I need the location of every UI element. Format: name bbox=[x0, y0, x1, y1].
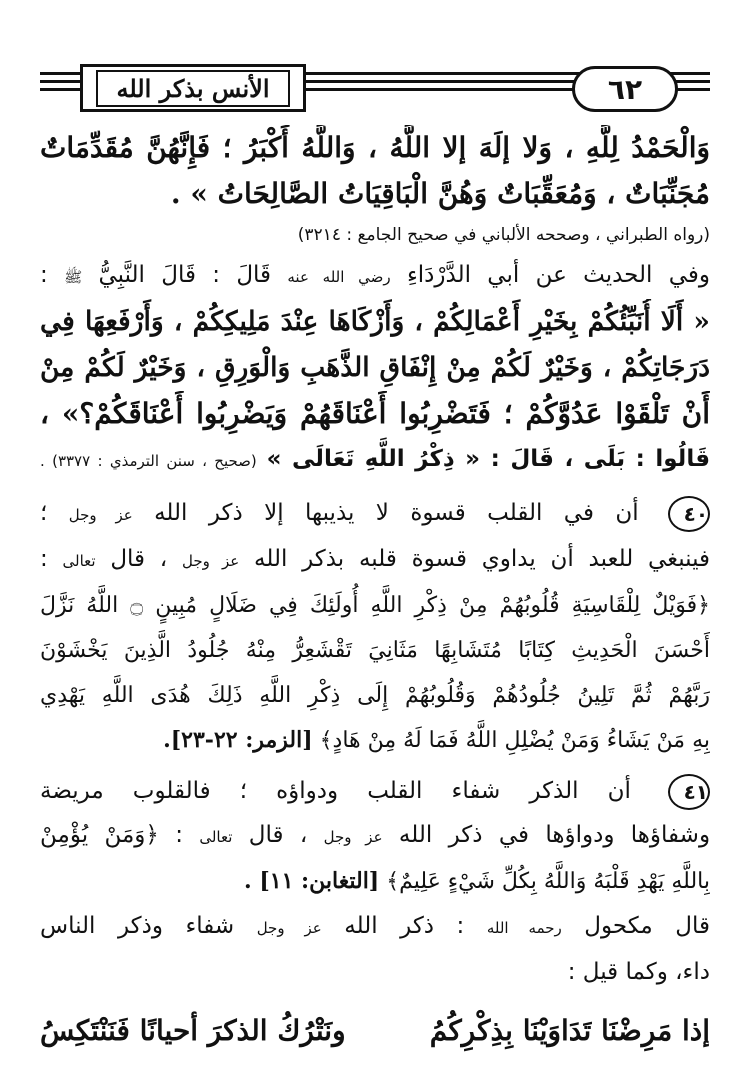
text-line: ٤٠ أن في القلب قسوة لا يذيبها إلا ذكر الله عز وجل ؛ bbox=[40, 491, 710, 537]
text-segment: فينبغي للعبد أن يداوي قسوة قلبه بذكر الله bbox=[254, 546, 710, 572]
chapter-title-frame bbox=[80, 64, 306, 112]
quran-line bbox=[40, 718, 710, 763]
page-header bbox=[40, 60, 710, 112]
quran-reference: [الزمر: ٢٢-٢٣]. bbox=[163, 727, 313, 753]
text-line: فينبغي للعبد أن يداوي قسوة قلبه بذكر الله عز وجل ، قال تعالى : bbox=[40, 546, 710, 572]
poem-hemistich-left: ونَتْرُكُ الذكرَ أحيانًا فَنَنْتَكِسُ bbox=[40, 1014, 346, 1047]
quran-reference: [التغابن: ١١] . bbox=[244, 868, 380, 894]
honorific-azza: عز وجل bbox=[256, 919, 322, 937]
hadith-line: « أَلَا أُنَبِّئُكُمْ بِخَيْرِ أَعْمَالِكُمْ ، وَأَزْكَاهَا عِنْدَ مَلِيكِكُمْ ، وَأَرْفَعِهَا فِي bbox=[40, 306, 710, 337]
chapter-title: الأنس بذكر الله bbox=[96, 70, 289, 107]
text-segment: قَالَ : قَالَ النَّبِيُّ bbox=[98, 262, 272, 288]
text-segment: وفي الحديث عن أبي الدَّرْدَاءِ bbox=[406, 262, 710, 288]
poem-verse bbox=[40, 1006, 710, 1056]
text-line: وَالْحَمْدُ لِلَّهِ ، وَلا إلَهَ إلا اللَّهُ ، وَاللَّهُ أَكْبَرُ ؛ فَإِنَّهُنَّ مُقَدِّمَاتٌ bbox=[40, 131, 710, 164]
text-segment: أن الذكر شفاء القلب ودواؤه ؛ فالقلوب مريضة bbox=[40, 778, 631, 804]
honorific-salla: ﷺ bbox=[64, 268, 83, 286]
quran-line bbox=[40, 859, 710, 904]
text-line: وفي الحديث عن أبي الدَّرْدَاءِ رضي الله عنه قَالَ : قَالَ النَّبِيُّ ﷺ : bbox=[40, 262, 710, 288]
hadith-line: دَرَجَاتِكُمْ ، وَخَيْرٌ لَكُمْ مِنْ إِنْفَاقِ الذَّهَبِ وَالْوَرِقِ ، وَخَيْرٌ لَكُمْ مِنْ bbox=[40, 352, 710, 383]
honorific-azza: عز وجل bbox=[68, 506, 133, 524]
hadith-citation: (رواه الطبراني ، وصححه الألباني في صحيح الجامع : ٣٢١٤) bbox=[297, 225, 710, 245]
point-number-badge: ٤٠ bbox=[668, 496, 710, 532]
text-line: داء، وكما قيل : bbox=[567, 959, 710, 985]
text-segment: قَالُوا : بَلَى ، قَالَ : « ذِكْرُ اللَّهِ تَعَالَى » bbox=[266, 446, 710, 472]
honorific-taala: تعالى bbox=[62, 552, 96, 570]
quran-line: أَحْسَنَ الْحَدِيثِ كِتَابًا مُتَشَابِهًا مَثَانِيَ تَقْشَعِرُّ مِنْهُ جُلُودُ الَّذِينَ يَخْشَوْنَ bbox=[40, 638, 710, 663]
text-segment: بِهِ مَنْ يَشَاءُ وَمَنْ يُضْلِلِ اللَّهُ فَمَا لَهُ مِنْ هَادٍ﴾ bbox=[319, 728, 710, 753]
text-segment: قال مكحول bbox=[584, 913, 710, 939]
hadith-line: أَنْ تَلْقَوْا عَدُوَّكُمْ ؛ فَتَضْرِبُوا أَعْنَاقَهُمْ وَيَضْرِبُوا أَعْنَاقَكُمْ؟» ، bbox=[40, 397, 710, 430]
page-body bbox=[40, 125, 710, 1056]
text-segment: ، قال bbox=[110, 546, 168, 572]
hadith-citation: (صحيح ، سنن الترمذي : ٣٣٧٧) . bbox=[40, 452, 257, 470]
text-segment: وشفاؤها ودواؤها في ذكر الله bbox=[398, 822, 710, 848]
text-line: مُجَنِّبَاتٌ ، وَمُعَقِّبَاتٌ وَهُنَّ الْبَاقِيَاتُ الصَّالِحَاتُ » . bbox=[170, 177, 710, 210]
honorific-azza: عز وجل bbox=[181, 552, 240, 570]
point-number-badge: ٤١ bbox=[668, 774, 710, 810]
text-segment: بِاللَّهِ يَهْدِ قَلْبَهُ وَاللَّهُ بِكُلِّ شَيْءٍ عَلِيمٌ﴾ bbox=[386, 869, 710, 894]
honorific-azza: عز وجل bbox=[323, 828, 383, 846]
text-line bbox=[40, 813, 710, 859]
text-line bbox=[40, 437, 710, 483]
honorific-taala: تعالى bbox=[199, 828, 233, 846]
text-segment: : ﴿وَمَنْ يُؤْمِنْ bbox=[40, 822, 183, 848]
text-segment: أن في القلب قسوة لا يذيبها إلا ذكر الله bbox=[154, 500, 639, 526]
poem-hemistich-right: إذا مَرِضْنَا تَدَاوَيْنَا بِذِكْرِكُمُ bbox=[429, 1014, 710, 1047]
page-number: ٦٢ bbox=[572, 66, 678, 112]
text-segment: ، قال bbox=[248, 822, 308, 848]
text-line bbox=[40, 904, 710, 950]
text-segment: : ذكر الله bbox=[344, 913, 465, 939]
honorific-radiallahu: رضي الله عنه bbox=[287, 268, 391, 286]
honorific-rahimahullah: رحمه الله bbox=[486, 919, 562, 937]
quran-line: رَبَّهُمْ ثُمَّ تَلِينُ جُلُودُهُمْ وَقُلُوبُهُمْ إِلَى ذِكْرِ اللَّهِ ذَلِكَ هُدَى اللَّهِ يَهْدِي bbox=[40, 683, 710, 708]
text-line bbox=[40, 769, 710, 813]
text-segment: شفاء وذكر الناس bbox=[40, 913, 235, 939]
quran-line: ﴿فَوَيْلٌ لِلْقَاسِيَةِ قُلُوبُهُمْ مِنْ ذِكْرِ اللَّهِ أُولَئِكَ فِي ضَلَالٍ مُبِينٍ ۝ اللَّهُ نَزَّلَ bbox=[40, 593, 710, 618]
